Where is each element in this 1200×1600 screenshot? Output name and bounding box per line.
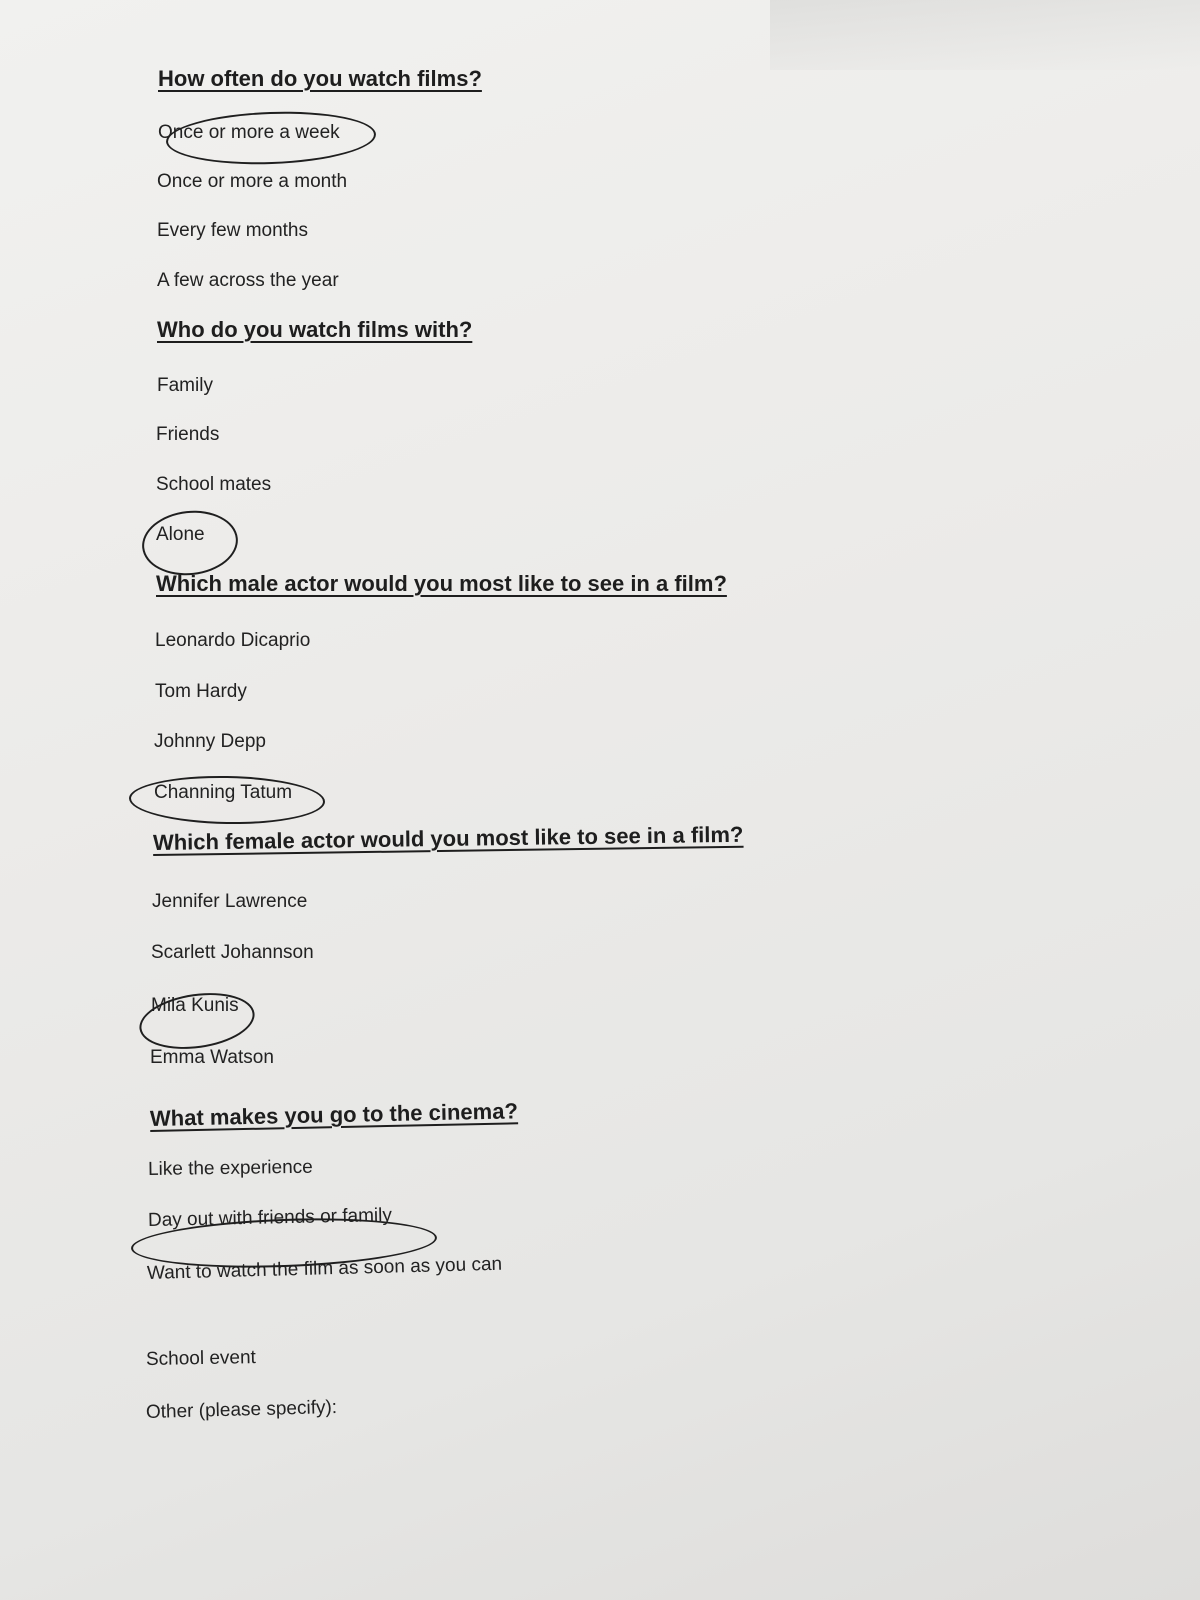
option-every-few-months[interactable]: Every few months (157, 220, 308, 241)
option-johnny-depp[interactable]: Johnny Depp (154, 731, 266, 752)
option-watch-asap[interactable]: Want to watch the film as soon as you can (146, 1253, 503, 1284)
option-family[interactable]: Family (157, 375, 213, 396)
option-school-mates[interactable]: School mates (156, 474, 272, 495)
question-title-female-actor: Which female actor would you most like to see in a film? (152, 821, 744, 855)
option-emma-watson[interactable]: Emma Watson (150, 1047, 274, 1068)
option-once-a-week[interactable]: Once or more a week (158, 122, 340, 143)
question-title-cinema-reason: What makes you go to the cinema? (149, 1098, 519, 1131)
option-friends[interactable]: Friends (156, 424, 220, 445)
option-school-event[interactable]: School event (145, 1347, 257, 1370)
option-jennifer-lawrence[interactable]: Jennifer Lawrence (152, 891, 308, 912)
option-few-across-year[interactable]: A few across the year (157, 270, 339, 291)
option-mila-kunis[interactable]: Mila Kunis (151, 995, 239, 1016)
question-title-frequency: How often do you watch films? (158, 66, 482, 91)
option-scarlett-johannson[interactable]: Scarlett Johannson (151, 942, 314, 963)
option-channing-tatum[interactable]: Channing Tatum (154, 782, 293, 803)
question-title-male-actor: Which male actor would you most like to see in a film? (156, 571, 727, 596)
option-alone[interactable]: Alone (156, 524, 205, 545)
option-tom-hardy[interactable]: Tom Hardy (155, 681, 247, 702)
option-leonardo-dicaprio[interactable]: Leonardo Dicaprio (155, 630, 311, 651)
option-day-out[interactable]: Day out with friends or family (147, 1204, 393, 1231)
question-title-company: Who do you watch films with? (157, 317, 473, 342)
option-once-a-month[interactable]: Once or more a month (157, 171, 348, 192)
option-like-experience[interactable]: Like the experience (147, 1156, 313, 1180)
option-other-specify[interactable]: Other (please specify): (145, 1397, 338, 1423)
